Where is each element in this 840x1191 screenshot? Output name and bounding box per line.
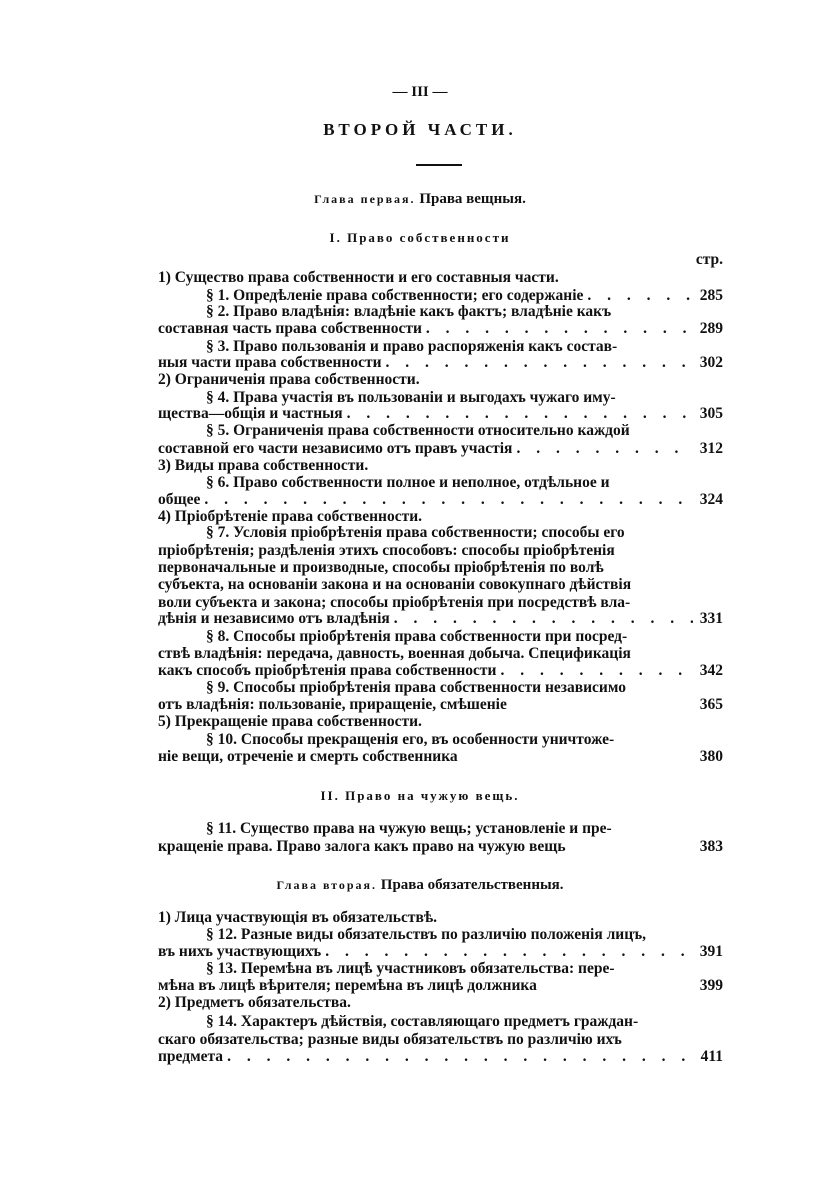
page-ref: 380: [699, 748, 723, 765]
toc-line: 1) Существо права собственности и его составныя части.: [158, 269, 559, 286]
page-ref: 305: [699, 405, 723, 422]
toc-line: кращеніе права. Право залога какъ право на чужую вещь: [158, 838, 566, 855]
page-ref: 285: [699, 287, 723, 304]
title-rule: [416, 164, 462, 166]
section-1-heading: I. Право собственности: [329, 230, 511, 245]
toc-subheading: 1) Лица участвующія въ обязательствѣ.: [158, 909, 438, 926]
page-ref: 383: [699, 838, 723, 855]
part-title: ВТОРОЙ ЧАСТИ.: [323, 120, 517, 139]
toc-line: § 5. Ограниченія права собственности относительно каждой: [206, 422, 630, 439]
chapter-1-heading: [0, 191, 840, 208]
page-ref: 365: [699, 696, 723, 713]
page-ref: 399: [699, 977, 723, 994]
toc-line: § 13. Перемѣна въ лицѣ участниковъ обязательства: пере-: [206, 960, 615, 977]
chapter-2-title: Права обязательственныя.: [380, 877, 564, 893]
toc-subheading: 2) Предметъ обязательства.: [158, 994, 351, 1011]
toc-line: § 2. Право владѣнія: владѣніе какъ фактъ; владѣніе какъ: [206, 303, 612, 320]
chapter-1-title: Права вещныя.: [419, 191, 526, 207]
page-ref: 411: [700, 1048, 723, 1065]
toc-line: дѣнія и независимо отъ владѣнія: [158, 610, 390, 627]
page-ref: 312: [699, 440, 723, 457]
section-2-heading: II. Право на чужую вещь.: [320, 788, 520, 803]
toc-subheading: 2) Ограниченія права собственности.: [158, 371, 420, 388]
toc-line: пріобрѣтенія; раздѣленія этихъ способовъ: способы пріобрѣтенія: [158, 542, 615, 559]
chapter-2-heading: [0, 877, 840, 894]
toc-line: ніе вещи, отреченіе и смерть собственника: [158, 748, 458, 765]
toc-line: § 10. Способы прекращенія его, въ особенности уничтоже-: [206, 731, 615, 748]
toc-line: первоначальные и производные, способы пріобрѣтенія по волѣ: [158, 559, 604, 576]
toc-line: какъ способъ пріобрѣтенія права собственности: [158, 662, 497, 679]
toc-line: щества—общія и частныя: [158, 405, 343, 422]
toc-subheading: 3) Виды права собственности.: [158, 457, 369, 474]
page-number: — III —: [392, 84, 448, 100]
toc-line: § 4. Права участія въ пользованіи и выгодахъ чужаго иму-: [206, 389, 616, 406]
page-ref: 302: [699, 354, 723, 371]
chapter-2-label: Глава вторая.: [276, 878, 378, 892]
toc-line: § 11. Существо права на чужую вещь; установленіе и пре-: [206, 820, 612, 837]
toc-line: § 1. Опредѣленіе права собственности; его содержаніе: [206, 287, 584, 304]
toc-line: въ нихъ участвующихъ: [158, 943, 322, 960]
toc-line: субъекта, на основаніи закона и на основаніи совокупнаго дѣйствія: [158, 576, 632, 593]
toc-line: составной его части независимо отъ правъ участія: [158, 440, 513, 457]
toc-line: скаго обязательства; разные виды обязательствъ по различію ихъ: [158, 1031, 622, 1048]
toc-line: отъ владѣнія: пользованіе, приращеніе, смѣшеніе: [158, 696, 507, 713]
toc-line: § 9. Способы пріобрѣтенія права собственности независимо: [206, 679, 626, 696]
toc-line: § 6. Право собственности полное и неполное, отдѣльное и: [206, 474, 610, 491]
page-ref: 331: [699, 610, 723, 627]
page-ref: 324: [699, 491, 723, 508]
toc-line: § 7. Условія пріобрѣтенія права собственности; способы его: [206, 524, 625, 541]
toc-line: общее: [158, 491, 201, 508]
toc-line: мѣна въ лицѣ вѣрителя; перемѣна въ лицѣ должника: [158, 977, 537, 994]
chapter-1-label: Глава первая.: [314, 192, 416, 206]
toc-line: ныя части права собственности: [158, 354, 382, 371]
toc-subheading: 5) Прекращеніе права собственности.: [158, 713, 422, 730]
toc-line: § 14. Характеръ дѣйствія, составляющаго предметъ граждан-: [206, 1013, 639, 1030]
toc-line: § 8. Способы пріобрѣтенія права собственности при посред-: [206, 628, 628, 645]
page-ref: 391: [699, 943, 723, 960]
page-ref: 289: [699, 320, 723, 337]
toc-subheading: 4) Пріобрѣтеніе права собственности.: [158, 508, 423, 525]
toc-line: составная часть права собственности: [158, 320, 422, 337]
toc-line: предмета: [158, 1048, 224, 1065]
page-ref: 342: [699, 662, 723, 679]
toc-line: воли субъекта и закона; способы пріобрѣтенія при посредствѣ вла-: [158, 594, 631, 611]
toc-line: ствѣ владѣнія: передача, давность, военная добыча. Спецификація: [158, 645, 631, 662]
toc-line: § 12. Разные виды обязательствъ по различію положенія лицъ,: [206, 926, 647, 943]
toc-line: § 3. Право пользованія и право распоряженія какъ состав-: [206, 338, 618, 355]
page-column-header: стр.: [695, 251, 723, 268]
